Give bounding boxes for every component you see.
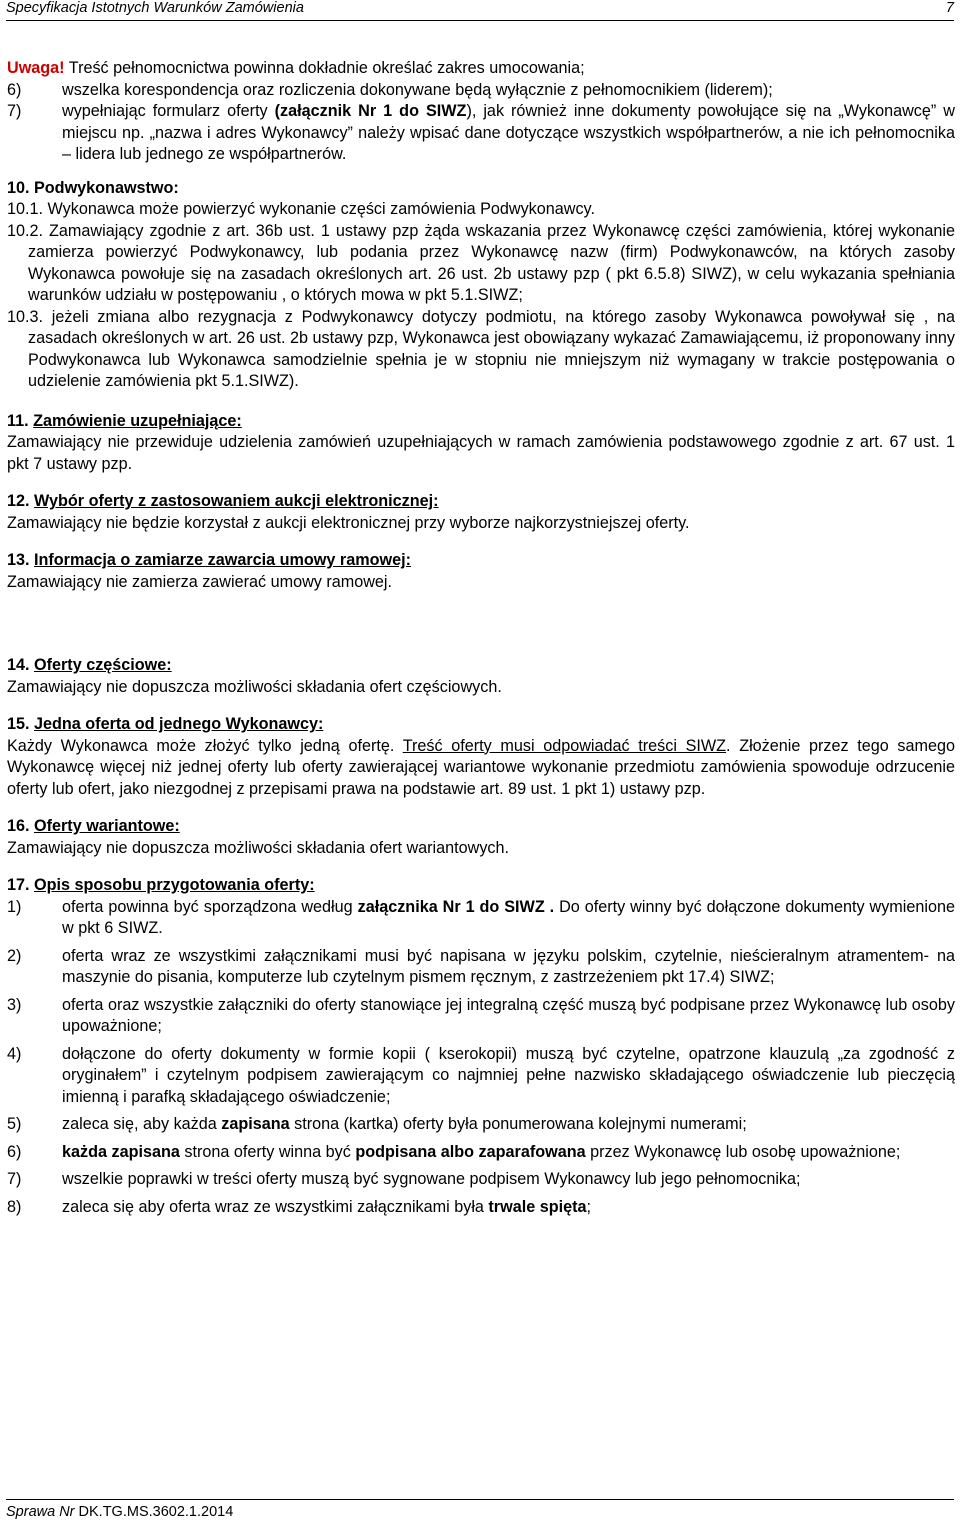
section-14-heading: Oferty częściowe: (34, 656, 172, 674)
section-number: 16. (7, 817, 30, 835)
uwaga-note (7, 58, 955, 80)
item-text: strona (kartka) oferty była ponumerowana kolejnymi numerami; (289, 1115, 747, 1133)
list-item (7, 1169, 955, 1191)
item-number: 8) (7, 1197, 22, 1216)
item-text: oferta powinna być sporządzona według (62, 897, 358, 916)
paragraph-text: Zamawiający zgodnie z art. 36b ust. 1 ustawy pzp żąda wskazania przez Wykonawcę części zamówienia, której wykonanie zamierza powierzyć Podwykonawcy, lub podania przez Wykonawcę nazw (firm) Podwykonawców, na których zasoby Wykonawca powołuje się na zasadach określonych art. 26 ust. 2b ustawy pzp ( pkt 6.5.8) SIWZ), w celu wykazania spełniania warunków udziału w postępowaniu , o których mowa w pkt 5.1.SIWZ; (28, 221, 955, 304)
item-number: 4) (7, 1044, 22, 1063)
section-heading (7, 714, 955, 736)
list-item (7, 1044, 955, 1109)
paragraph: Zamawiający nie będzie korzystał z aukcji elektronicznej przy wyborze najkorzystniejszej oferty. (7, 513, 690, 532)
section-10-heading: 10. Podwykonawstwo: (7, 178, 179, 197)
section-heading (7, 178, 955, 200)
paragraph-number: 10.2. (7, 221, 44, 240)
item-text: strona oferty winna być (179, 1142, 356, 1161)
item-bold-text: (załącznik Nr 1 do SIWZ (274, 102, 467, 120)
section-number: 17. (7, 876, 30, 894)
item-text: wszelkie poprawki w treści oferty muszą być sygnowane podpisem Wykonawcy lub jego pełnomocnika; (62, 1170, 801, 1188)
paragraph-number: 10.3. (7, 307, 44, 326)
footer-label: Sprawa Nr (6, 1504, 75, 1520)
header-title: Specyfikacja Istotnych Warunków Zamówienia (6, 0, 304, 16)
item-bold-text: podpisana albo zaparafowana (355, 1142, 586, 1161)
paragraph (7, 736, 955, 801)
item-number: 6) (7, 80, 22, 99)
section-number: 12. (7, 492, 30, 510)
list-item (7, 101, 955, 166)
item-bold-text: każda zapisana (62, 1142, 180, 1161)
list-item (7, 80, 955, 102)
section-heading (7, 655, 955, 677)
paragraph: Zamawiający nie zamierza zawierać umowy ramowej. (7, 572, 393, 591)
page-header (6, 0, 954, 21)
section-13-heading: Informacja o zamiarze zawarcia umowy ramowej: (34, 551, 411, 569)
item-number: 7) (7, 102, 22, 120)
item-number: 3) (7, 995, 22, 1014)
paragraph (7, 221, 955, 307)
item-number: 5) (7, 1115, 22, 1133)
section-12-heading: Wybór oferty z zastosowaniem aukcji elektronicznej: (34, 492, 439, 510)
item-bold-text: trwale spięta (488, 1197, 587, 1216)
underlined-text: Treść oferty musi odpowiadać treści SIWZ (402, 736, 727, 755)
paragraph-text: jeżeli zmiana albo rezygnacja z Podwykonawcy dotyczy podmiotu, na którego zasoby Wykonawca powoływał się , na zasadach określonych w art. 26 ust. 2b ustawy pzp, Wykonawca jest obowiązany wykazać Zamawiającemu, iż proponowany inny Podwykonawca lub Wykonawca samodzielnie spełnia je w stopniu nie mniejszym niż wymagany w trakcie postępowania o udzielenie zamówienia pkt 5.1.SIWZ). (28, 307, 955, 390)
section-heading (7, 550, 955, 572)
item-number: 6) (7, 1142, 22, 1161)
item-text: ; (586, 1197, 591, 1216)
item-text: ), jak również inne dokumenty powołujące się na „Wykonawcę” w miejscu np. „nazwa i adres Wykonawcy” należy wpisać dane dotyczące wszystkich współpartnerów, a nie ich pełnomocnika – lidera lub jednego ze współpartnerów. (62, 102, 955, 163)
page-footer (6, 1499, 954, 1523)
item-text: dołączone do oferty dokumenty w formie kopii ( kserokopii) muszą być czytelne, opatrzone klauzulą „za zgodność z oryginałem” i czytelnym podpisem zawierającym co najmniej pełne nazwisko składającego oświadczenie lub pieczęcią imienną i parafką składającego oświadczenie; (62, 1044, 955, 1106)
paragraph: Zamawiający nie dopuszcza możliwości składania ofert wariantowych. (7, 838, 510, 857)
item-text: wszelka korespondencja oraz rozliczenia dokonywane będą wyłącznie z pełnomocnikiem (liderem); (62, 80, 773, 99)
list-item (7, 1197, 955, 1219)
list-item (7, 1142, 955, 1164)
section-heading (7, 491, 955, 513)
section-15-heading: Jedna oferta od jednego Wykonawcy: (34, 715, 324, 733)
page-number: 7 (945, 0, 954, 16)
paragraph: 10.1. Wykonawca może powierzyć wykonanie części zamówienia Podwykonawcy. (7, 200, 595, 218)
item-bold-text: załącznika Nr 1 do SIWZ . (357, 897, 555, 916)
list-item (7, 897, 955, 940)
item-text: wypełniając formularz oferty (62, 102, 275, 120)
section-heading (7, 816, 955, 838)
paragraph-text: Każdy Wykonawca może złożyć tylko jedną ofertę. (7, 736, 403, 755)
uwaga-label: Uwaga! (7, 59, 65, 77)
section-number: 15. (7, 715, 30, 733)
section-16-heading: Oferty wariantowe: (34, 817, 180, 835)
uwaga-text: Treść pełnomocnictwa powinna dokładnie określać zakres umocowania; (64, 59, 585, 77)
item-bold-text: zapisana (221, 1115, 290, 1133)
item-text: Do oferty winny być dołączone dokumenty wymienione w pkt 6 SIWZ. (62, 897, 955, 937)
item-text: oferta wraz ze wszystkimi załącznikami musi być napisana w języku polskim, czytelnie, nieścieralnym atramentem- na maszynie do pisania, komputerze lub czytelnym pismem ręcznym, z zastrzeżeniem pkt 17.4) SIWZ; (62, 946, 955, 986)
section-heading (7, 875, 955, 897)
paragraph: Zamawiający nie dopuszcza możliwości składania ofert częściowych. (7, 677, 502, 696)
item-number: 7) (7, 1170, 22, 1188)
section-heading (7, 411, 955, 433)
section-17-heading: Opis sposobu przygotowania oferty: (34, 876, 315, 894)
paragraph (7, 307, 955, 393)
list-item (7, 995, 955, 1038)
item-text: przez Wykonawcę lub osobę upoważnione; (585, 1142, 901, 1161)
item-text: zaleca się aby oferta wraz ze wszystkimi załącznikami była (62, 1197, 489, 1216)
paragraph-text: . Złożenie przez tego samego Wykonawcę więcej niż jednej oferty lub oferty zawierającej wariantowe wykonanie przedmiotu zamówienia spowoduje odrzucenie oferty lub ofert, jako niezgodnej z przepisami prawa na podstawie art. 89 ust. 1 pkt 1) ustawy pzp. (7, 736, 956, 798)
section-11-heading: Zamówienie uzupełniające: (33, 411, 242, 430)
paragraph: Zamawiający nie przewiduje udzielenia zamówień uzupełniających w ramach zamówienia podstawowego zgodnie z art. 67 ust. 1 pkt 7 ustawy pzp. (7, 433, 955, 473)
item-text: oferta oraz wszystkie załączniki do oferty stanowiące jej integralną część muszą być podpisane przez Wykonawcę lub osoby upoważnione; (62, 995, 955, 1035)
item-number: 1) (7, 897, 22, 916)
section-number: 13. (7, 551, 30, 569)
list-item (7, 1114, 955, 1136)
section-number: 11. (7, 411, 29, 430)
list-item (7, 946, 955, 989)
item-text: zaleca się, aby każda (62, 1115, 222, 1133)
footer-case-number: DK.TG.MS.3602.1.2014 (74, 1504, 234, 1520)
document-body (7, 58, 955, 1218)
section-number: 14. (7, 656, 30, 674)
item-number: 2) (7, 946, 22, 965)
